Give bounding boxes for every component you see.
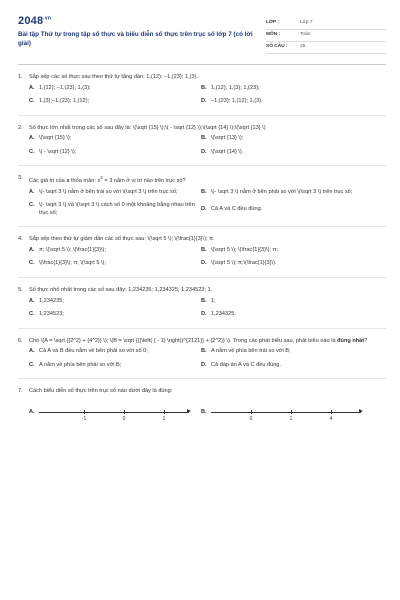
- option-text: \(\sqrt 5 \); \(\frac{1}{3}\); π;: [211, 246, 278, 253]
- option-text: \(- \sqrt 3 \) nằm ở bên trái so với \(\sqrt 3 \) trên trục số;: [39, 188, 178, 195]
- document-title: Bài tập Thứ tự trong tập số thực và biểu diễn số thực trên trục số lớp 7 (có lời giải): [18, 30, 253, 47]
- tick-label: 4: [329, 415, 333, 422]
- site-logo[interactable]: [18, 14, 254, 29]
- option-text: Cả A và B đều nằm về bên phải so với số 0;: [39, 348, 148, 355]
- option-b[interactable]: [201, 135, 373, 143]
- question-number: 6.: [18, 337, 23, 344]
- question-text-part: ?: [364, 337, 368, 344]
- option-label: A.: [29, 246, 35, 253]
- option-label: C.: [29, 202, 35, 209]
- option-label: B.: [201, 84, 207, 91]
- question-text-part: Cho \(A = \sqrt {{2^2} + {4^2}} \); \(B = \sqrt {{{\left( { - 1} \right)}^{2121}} + {2^2}} \). Trong các phát biểu sau, phát biểu nào là: [29, 337, 338, 344]
- option-label: C.: [29, 148, 35, 155]
- header-left: [18, 14, 254, 54]
- option-c[interactable]: [29, 362, 201, 370]
- option-label: A.: [29, 84, 35, 91]
- option-a[interactable]: [29, 298, 201, 306]
- option-label: B.: [201, 135, 207, 142]
- option-label: C.: [29, 361, 35, 368]
- option-a[interactable]: [29, 406, 201, 424]
- question-divider: [18, 115, 386, 116]
- option-a[interactable]: [29, 247, 201, 255]
- meta-box: [266, 18, 386, 54]
- option-label: A.: [29, 408, 35, 415]
- number-line: [211, 406, 361, 424]
- question-text: Sắp xếp các số thực sau theo thứ tự tăng dần: 1,(12); –1,(23); 1,(3).: [29, 74, 198, 80]
- question-divider: [18, 226, 386, 227]
- question-text: [29, 338, 386, 346]
- question-divider: [18, 378, 386, 379]
- option-label: A.: [29, 188, 35, 195]
- option-text: 1,234523;: [39, 311, 64, 318]
- options: [29, 406, 386, 424]
- option-text: \(\sqrt {14} \).: [211, 148, 244, 155]
- option-label: D.: [201, 148, 207, 155]
- option-text: \(\sqrt 5 \); π;\(\frac{1}{3}\).: [211, 260, 277, 267]
- option-c[interactable]: [29, 202, 201, 217]
- options: [29, 85, 386, 106]
- option-label: D.: [201, 260, 207, 267]
- question-divider: [18, 328, 386, 329]
- meta-label: LỚP :: [266, 20, 280, 26]
- option-label: A.: [29, 297, 35, 304]
- option-text: –1,(23); 1,(12); 1,(3).: [211, 98, 263, 105]
- question-text-part: = 3 nằm ở vị trí nào trên trục số?: [102, 178, 186, 185]
- question-3: [18, 175, 386, 227]
- question-number: 4.: [18, 236, 23, 243]
- option-c[interactable]: [29, 98, 201, 106]
- question-text: Sắp xếp theo thứ tự giảm dần các số thực sau: \(\sqrt 5 \); \(\frac{1}{3}\); π.: [29, 236, 215, 243]
- options: [29, 298, 386, 319]
- options: [29, 135, 386, 156]
- meta-row-count: [266, 42, 386, 54]
- option-a[interactable]: [29, 85, 201, 93]
- number-line: [39, 406, 189, 424]
- number-line-tick: [164, 410, 165, 414]
- question-7: [18, 388, 386, 424]
- option-d[interactable]: [201, 98, 373, 106]
- option-d[interactable]: [201, 311, 373, 319]
- option-label: A.: [29, 135, 35, 142]
- tick-label: 0: [122, 415, 126, 422]
- arrow-right-icon: [187, 409, 191, 413]
- meta-label: SỐ CÂU :: [266, 44, 288, 50]
- option-a[interactable]: [29, 135, 201, 143]
- question-text-part: thỏa mãn:: [69, 178, 98, 185]
- meta-row-subject: [266, 30, 386, 42]
- option-label: D.: [201, 311, 207, 318]
- option-text: A nằm về phía bên phải so với B;: [39, 361, 122, 368]
- option-text: A nằm về phía bên trái so với B;: [211, 348, 291, 355]
- number-line-tick: [291, 410, 292, 414]
- question-5: [18, 287, 386, 329]
- option-b[interactable]: [201, 298, 373, 306]
- meta-value: Toán: [300, 32, 311, 38]
- question-emphasis: đúng nhất: [337, 337, 365, 344]
- option-text: \( - \sqrt {12} \);: [39, 148, 77, 155]
- question-number: 7.: [18, 388, 23, 395]
- option-label: B.: [201, 348, 207, 355]
- logo-text: 2048: [18, 15, 44, 27]
- option-text: 1,(12); –1,(23); 1,(3);: [39, 84, 91, 91]
- number-line-tick: [331, 410, 332, 414]
- tick-label: 0: [249, 415, 253, 422]
- options: [29, 348, 386, 369]
- question-text: Cách biểu diễn số thực trên trục số nào dưới đây là đúng:: [29, 388, 173, 395]
- meta-value: Lớp 7: [300, 20, 313, 26]
- number-line-tick: [124, 410, 125, 414]
- option-label: C.: [29, 260, 35, 267]
- option-text: \(- \sqrt 3 \) nằm ở bên phải so với \(\sqrt 3 \) trên trục số;: [211, 188, 353, 195]
- option-text: \(\sqrt {13} \);: [211, 135, 244, 142]
- question-number: 1.: [18, 74, 23, 80]
- question-variable: x: [97, 178, 101, 185]
- tick-label: -1: [81, 415, 87, 422]
- question-1: [18, 74, 386, 116]
- option-text: Cả đáp án A và C đều đúng.: [211, 361, 281, 368]
- meta-value: 25: [300, 44, 306, 50]
- number-line-tick: [251, 410, 252, 414]
- option-text: \(\frac{1}{3}\); π; \(\sqrt 5 \);: [39, 260, 106, 267]
- tick-label: 1: [162, 415, 166, 422]
- option-label: C.: [29, 311, 35, 318]
- option-text: 1,234235;: [39, 297, 64, 304]
- option-text: \(\sqrt {15} \);: [39, 135, 72, 142]
- question-divider: [18, 277, 386, 278]
- option-d[interactable]: [201, 202, 373, 217]
- option-d[interactable]: [201, 149, 373, 157]
- option-text: 1;: [211, 297, 216, 304]
- option-text: π; \(\sqrt 5 \); \(\frac{1}{3}\);: [39, 246, 106, 253]
- question-6: [18, 338, 386, 380]
- option-b[interactable]: [201, 406, 373, 424]
- option-label: A.: [29, 348, 35, 355]
- tick-label: 1: [289, 415, 293, 422]
- option-a[interactable]: [29, 348, 201, 356]
- question-2: [18, 125, 386, 167]
- meta-row-class: [266, 18, 386, 30]
- number-line-axis: [211, 412, 361, 413]
- question-text: Số thực lớn nhất trong các số sau đây là: \(\sqrt {15} \);\( - \sqrt {12} \);\(\sqrt {14} \);\(\sqrt {13} \): [29, 124, 266, 131]
- option-label: B.: [201, 297, 207, 304]
- option-c[interactable]: [29, 260, 201, 268]
- option-label: D.: [201, 361, 207, 368]
- option-d[interactable]: [201, 362, 373, 370]
- option-d[interactable]: [201, 260, 373, 268]
- option-b[interactable]: [201, 189, 373, 197]
- question-exponent: 2: [100, 175, 103, 181]
- options: [29, 247, 386, 268]
- logo-suffix: .vn: [43, 15, 52, 22]
- option-c[interactable]: [29, 149, 201, 157]
- option-b[interactable]: [201, 85, 373, 93]
- option-label: B.: [201, 246, 207, 253]
- meta-label: MÔN :: [266, 32, 281, 38]
- question-text: [29, 175, 386, 185]
- option-label: C.: [29, 98, 35, 105]
- options: [29, 189, 386, 218]
- option-label: D.: [201, 206, 207, 212]
- option-text: \(- \sqrt 3 \) và \(\sqrt 3 \) cách số 0 một khoảng bằng nhau trên trục số;: [39, 202, 195, 216]
- question-text: Số thực nhỏ nhất trong các số sau đây: 1,234235; 1,234325; 1,234523; 1.: [29, 286, 213, 293]
- option-c[interactable]: [29, 311, 201, 319]
- option-a[interactable]: [29, 189, 201, 197]
- question-4: [18, 236, 386, 278]
- question-number: 2.: [18, 124, 23, 131]
- header-divider: [18, 64, 386, 65]
- option-text: 1,(12); 1,(3); 1,(23);: [211, 84, 260, 91]
- option-text: 1,(3);–1,(23); 1,(12);: [39, 98, 90, 105]
- option-label: B.: [201, 408, 207, 415]
- header: [18, 14, 386, 54]
- number-line-axis: [39, 412, 189, 413]
- arrow-right-icon: [359, 409, 363, 413]
- option-b[interactable]: [201, 348, 373, 356]
- question-variable: x: [66, 178, 70, 185]
- question-number: 5.: [18, 286, 23, 293]
- option-b[interactable]: [201, 247, 373, 255]
- number-line-tick: [84, 410, 85, 414]
- option-text: Cả A và C đều đúng.: [211, 206, 263, 212]
- option-label: D.: [201, 98, 207, 105]
- question-text-part: Các giá trị của: [29, 178, 67, 185]
- option-text: 1,234325.: [211, 311, 236, 318]
- question-number: 3.: [18, 175, 23, 182]
- question-divider: [18, 165, 386, 166]
- option-label: B.: [201, 188, 207, 195]
